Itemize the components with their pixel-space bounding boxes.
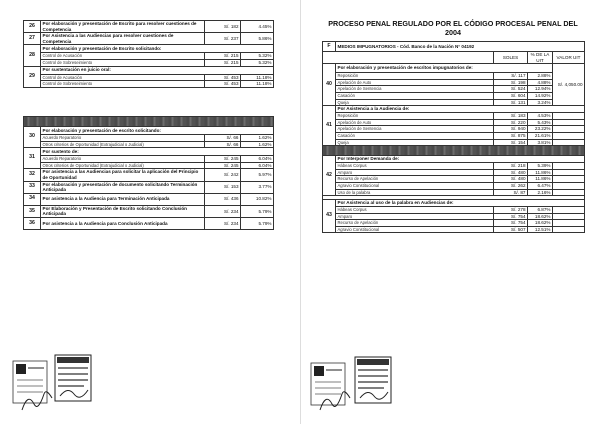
amount-soles: S/. 480 [494,169,528,176]
amount-soles: S/. 524 [494,86,528,93]
page-title: PROCESO PENAL REGULADO POR EL CÓDIGO PROCESAL PENAL DEL 2004 [328,19,578,37]
uit-percent: 23.22% [528,126,553,133]
amount-soles: S/. 453 [205,81,241,88]
amount-soles: S/. 183 [494,113,528,120]
uit-percent: 2.88% [528,73,553,80]
table-row [323,207,585,214]
row-number: 43 [323,200,336,233]
fee-table-left-top [23,20,274,88]
table-row [24,33,274,45]
amount-soles: S/. 215 [205,53,241,60]
table-row [24,181,274,193]
table-row [323,213,585,220]
table-row [323,189,585,196]
row-number: 27 [24,33,41,45]
table-row [323,99,585,106]
uit-percent: 2.16% [528,189,553,196]
item-description: Apelación de Auto [336,119,494,126]
table-row [24,169,274,181]
amount-soles: S/. 117 [494,73,528,80]
row-number: 36 [24,217,41,229]
amount-soles: S/. 218 [494,163,528,170]
amount-soles: S/. 875 [494,132,528,139]
section-label: F [323,42,336,52]
item-description: Casación [336,132,494,139]
uit-percent: 4.88% [528,79,553,86]
table-row [24,148,274,156]
table-row [24,193,274,205]
uit-percent: 3.77% [241,181,274,193]
table-row [323,163,585,170]
band-row [323,146,585,156]
row-description: Por asistencia a las Audiencias para solicitar la aplicación del Principio de Oportunidad [41,169,205,181]
item-description: Casación [336,92,494,99]
uit-percent: 5.32% [241,53,274,60]
row-number: 28 [24,45,41,66]
uit-percent: 5.43% [528,119,553,126]
table-row [24,81,274,88]
uit-percent: 21.61% [528,132,553,139]
header-row [323,52,585,64]
uit-percent: 5.86% [241,33,274,45]
table-row [323,200,585,207]
table-row [24,127,274,135]
table-row [24,162,274,169]
uit-percent: 14.92% [528,92,553,99]
item-description: Recurso de Apelación [336,220,494,227]
table-row [323,126,585,133]
item-description: Queja [336,139,494,146]
amount-soles: S/. 940 [494,126,528,133]
uit-percent: 5.39% [528,163,553,170]
amount-soles: S/. 278 [494,207,528,214]
group-header: Por Asistencia al uso de la palabra en Audiencias de: [336,200,585,207]
amount-soles: S/. 262 [494,182,528,189]
uit-percent: 10.82% [241,193,274,205]
empty-cell [553,169,585,176]
row-number: 30 [24,127,41,148]
handwritten-signature-right [316,388,356,414]
item-description: Apelación de Sentencia [336,126,494,133]
table-row [323,92,585,99]
table-row [323,86,585,93]
item-description: Apelación de Auto [336,79,494,86]
table-row [323,156,585,163]
group-header: Por sustentación en juicio oral: [41,66,274,74]
uit-percent: 11.86% [528,169,553,176]
group-header: Por Asistencia a la Audiencia de: [336,106,585,113]
amount-soles: S/. 66 [205,135,241,142]
item-description: Agravio Constitucional [336,226,494,233]
amount-soles: S/. 66 [205,141,241,148]
empty-cell [553,113,585,120]
empty-cell [553,213,585,220]
table-row [24,156,274,163]
uit-percent: 4.45% [241,21,274,33]
table-row [323,182,585,189]
amount-soles: S/. 234 [205,217,241,229]
uit-percent: 5.97% [241,169,274,181]
item-description: Control de Acusación [41,74,205,81]
fee-table-left-bottom [23,116,274,230]
item-description: Amparo [336,213,494,220]
amount-soles: S/. 198 [494,79,528,86]
row-description: Por elaboración y presentación de Escrito para resolver cuestiones de Competencia [41,21,205,33]
uit-percent: 6.87% [528,207,553,214]
group-header: Por elaboración y presentación de Escrito solicitando: [41,45,274,53]
empty-cell [553,163,585,170]
uit-percent: 6.04% [241,162,274,169]
table-row [323,176,585,183]
amount-soles: S/. 245 [205,156,241,163]
stamps-left [0,354,300,414]
fee-table-right [322,41,585,233]
amount-soles: S/. 87 [494,189,528,196]
item-description: Hábeas Corpus [336,207,494,214]
item-description: Otros criterios de Oportunidad (Extrajudicial o Judicial) [41,162,205,169]
uit-percent: 18.62% [528,220,553,227]
item-description: Control de Acusación [41,53,205,60]
table-row [24,74,274,81]
uit-percent: 1.62% [241,141,274,148]
section-title: MEDIOS IMPUGNATORIOS - Cód. Banco de la Nación N° 04192 [336,42,585,52]
table-row [24,21,274,33]
item-description: Hábeas Corpus [336,163,494,170]
amount-soles: S/. 234 [205,205,241,217]
table-row [323,132,585,139]
table-row [24,141,274,148]
table-row [24,66,274,74]
table-row [323,113,585,120]
amount-soles: S/. 604 [494,92,528,99]
row-description: Por asistencia a la Audiencia para Conclusión Anticipada [41,217,205,229]
col-header-uit-value: VALOR UIT [553,52,585,64]
empty-cell [553,220,585,227]
table-row [24,217,274,229]
item-description: Acuerdo Reparatorio [41,135,205,142]
empty-cell [553,176,585,183]
row-number: 35 [24,205,41,217]
table-row [24,205,274,217]
row-description: Por Asistencia a las Audiencias para resolver cuestiones de Competencia [41,33,205,45]
item-description: Otros criterios de Oportunidad (Extrajudicial o Judicial) [41,141,205,148]
band-row [24,117,274,127]
uit-percent: 18.62% [528,213,553,220]
amount-soles: S/. 507 [494,226,528,233]
col-header-uit-percent: % DE LA UIT [528,52,553,64]
table-row [323,73,585,80]
uit-percent: 1.62% [241,135,274,142]
item-description: Reposición [336,73,494,80]
row-description: Por asistencia a la Audiencia para Terminación Anticipada [41,193,205,205]
uit-percent: 5.79% [241,217,274,229]
uit-percent: 11.18% [241,81,274,88]
item-description: Apelación de Sentencia [336,86,494,93]
uit-percent: 12.51% [528,226,553,233]
amount-soles: S/. 182 [205,21,241,33]
item-description: Reposición [336,113,494,120]
group-header: Por elaboración y presentación de escritos impugnatorios de: [336,64,553,73]
item-description: Uso de la palabra [336,189,494,196]
row-number: 41 [323,106,336,146]
uit-percent: 11.18% [241,74,274,81]
group-header: Por elaboración y presentación de escrito solicitando: [41,127,274,135]
group-header: Por sustento de: [41,148,274,156]
empty-cell [553,189,585,196]
uit-percent: 3.81% [528,139,553,146]
table-row [24,45,274,53]
row-number: 40 [323,64,336,106]
uit-percent: 12.94% [528,86,553,93]
shaded-header-band [24,117,274,127]
uit-value: S/. 4,050.00 [553,64,585,106]
amount-soles: S/. 215 [205,59,241,66]
uit-percent: 11.86% [528,176,553,183]
item-description: Queja [336,99,494,106]
item-description: Control de Sobreseimiento [41,59,205,66]
empty-cell [553,182,585,189]
amount-soles: S/. 242 [205,169,241,181]
table-row [323,64,585,73]
row-number: 42 [323,156,336,196]
shaded-header-band [323,146,585,156]
table-row [323,79,585,86]
amount-soles: S/. 131 [494,99,528,106]
row-description: Por Elaboración y Presentación de Escrito solicitando Conclusión Anticipada [41,205,205,217]
item-description: Amparo [336,169,494,176]
uit-percent: 6.04% [241,156,274,163]
amount-soles: S/. 220 [494,119,528,126]
row-number: 31 [24,148,41,169]
uit-percent: 6.47% [528,182,553,189]
table-row [24,53,274,60]
row-number: 34 [24,193,41,205]
empty-cell [553,132,585,139]
amount-soles: S/. 245 [205,162,241,169]
empty-cell [553,139,585,146]
amount-soles: S/. 153 [205,181,241,193]
amount-soles: S/. 480 [494,176,528,183]
col-header-soles: SOLES [494,52,528,64]
table-row [323,169,585,176]
row-number: 32 [24,169,41,181]
row-number: 29 [24,66,41,87]
row-description: Por elaboración y presentación de documento solicitando Terminación Anticipada [41,181,205,193]
table-row [323,226,585,233]
table-row [24,135,274,142]
row-number: 26 [24,21,41,33]
item-description: Acuerdo Reparatorio [41,156,205,163]
seal-stamp-right-2 [354,356,392,410]
amount-soles: S/. 154 [494,139,528,146]
row-number: 33 [24,181,41,193]
empty-cell [553,126,585,133]
empty-cell [553,226,585,233]
empty-cell [323,52,494,64]
group-header: Por Interponer Demanda de: [336,156,585,163]
uit-percent: 5.32% [241,59,274,66]
amount-soles: S/. 754 [494,220,528,227]
seal-stamp-left-2 [54,354,92,408]
amount-soles: S/. 453 [205,74,241,81]
table-row [24,59,274,66]
uit-percent: 3.24% [528,99,553,106]
uit-percent: 5.79% [241,205,274,217]
item-description: Agravio Constitucional [336,182,494,189]
empty-cell [553,207,585,214]
table-row [323,119,585,126]
table-row [323,139,585,146]
table-row [323,220,585,227]
empty-cell [553,119,585,126]
section-row [323,42,585,52]
table-row [323,106,585,113]
amount-soles: S/. 237 [205,33,241,45]
amount-soles: S/. 436 [205,193,241,205]
handwritten-signature-left [18,388,58,414]
amount-soles: S/. 754 [494,213,528,220]
item-description: Recurso de Apelación [336,176,494,183]
item-description: Control de Sobreseimiento [41,81,205,88]
stamps-right [300,354,600,414]
uit-percent: 4.53% [528,113,553,120]
